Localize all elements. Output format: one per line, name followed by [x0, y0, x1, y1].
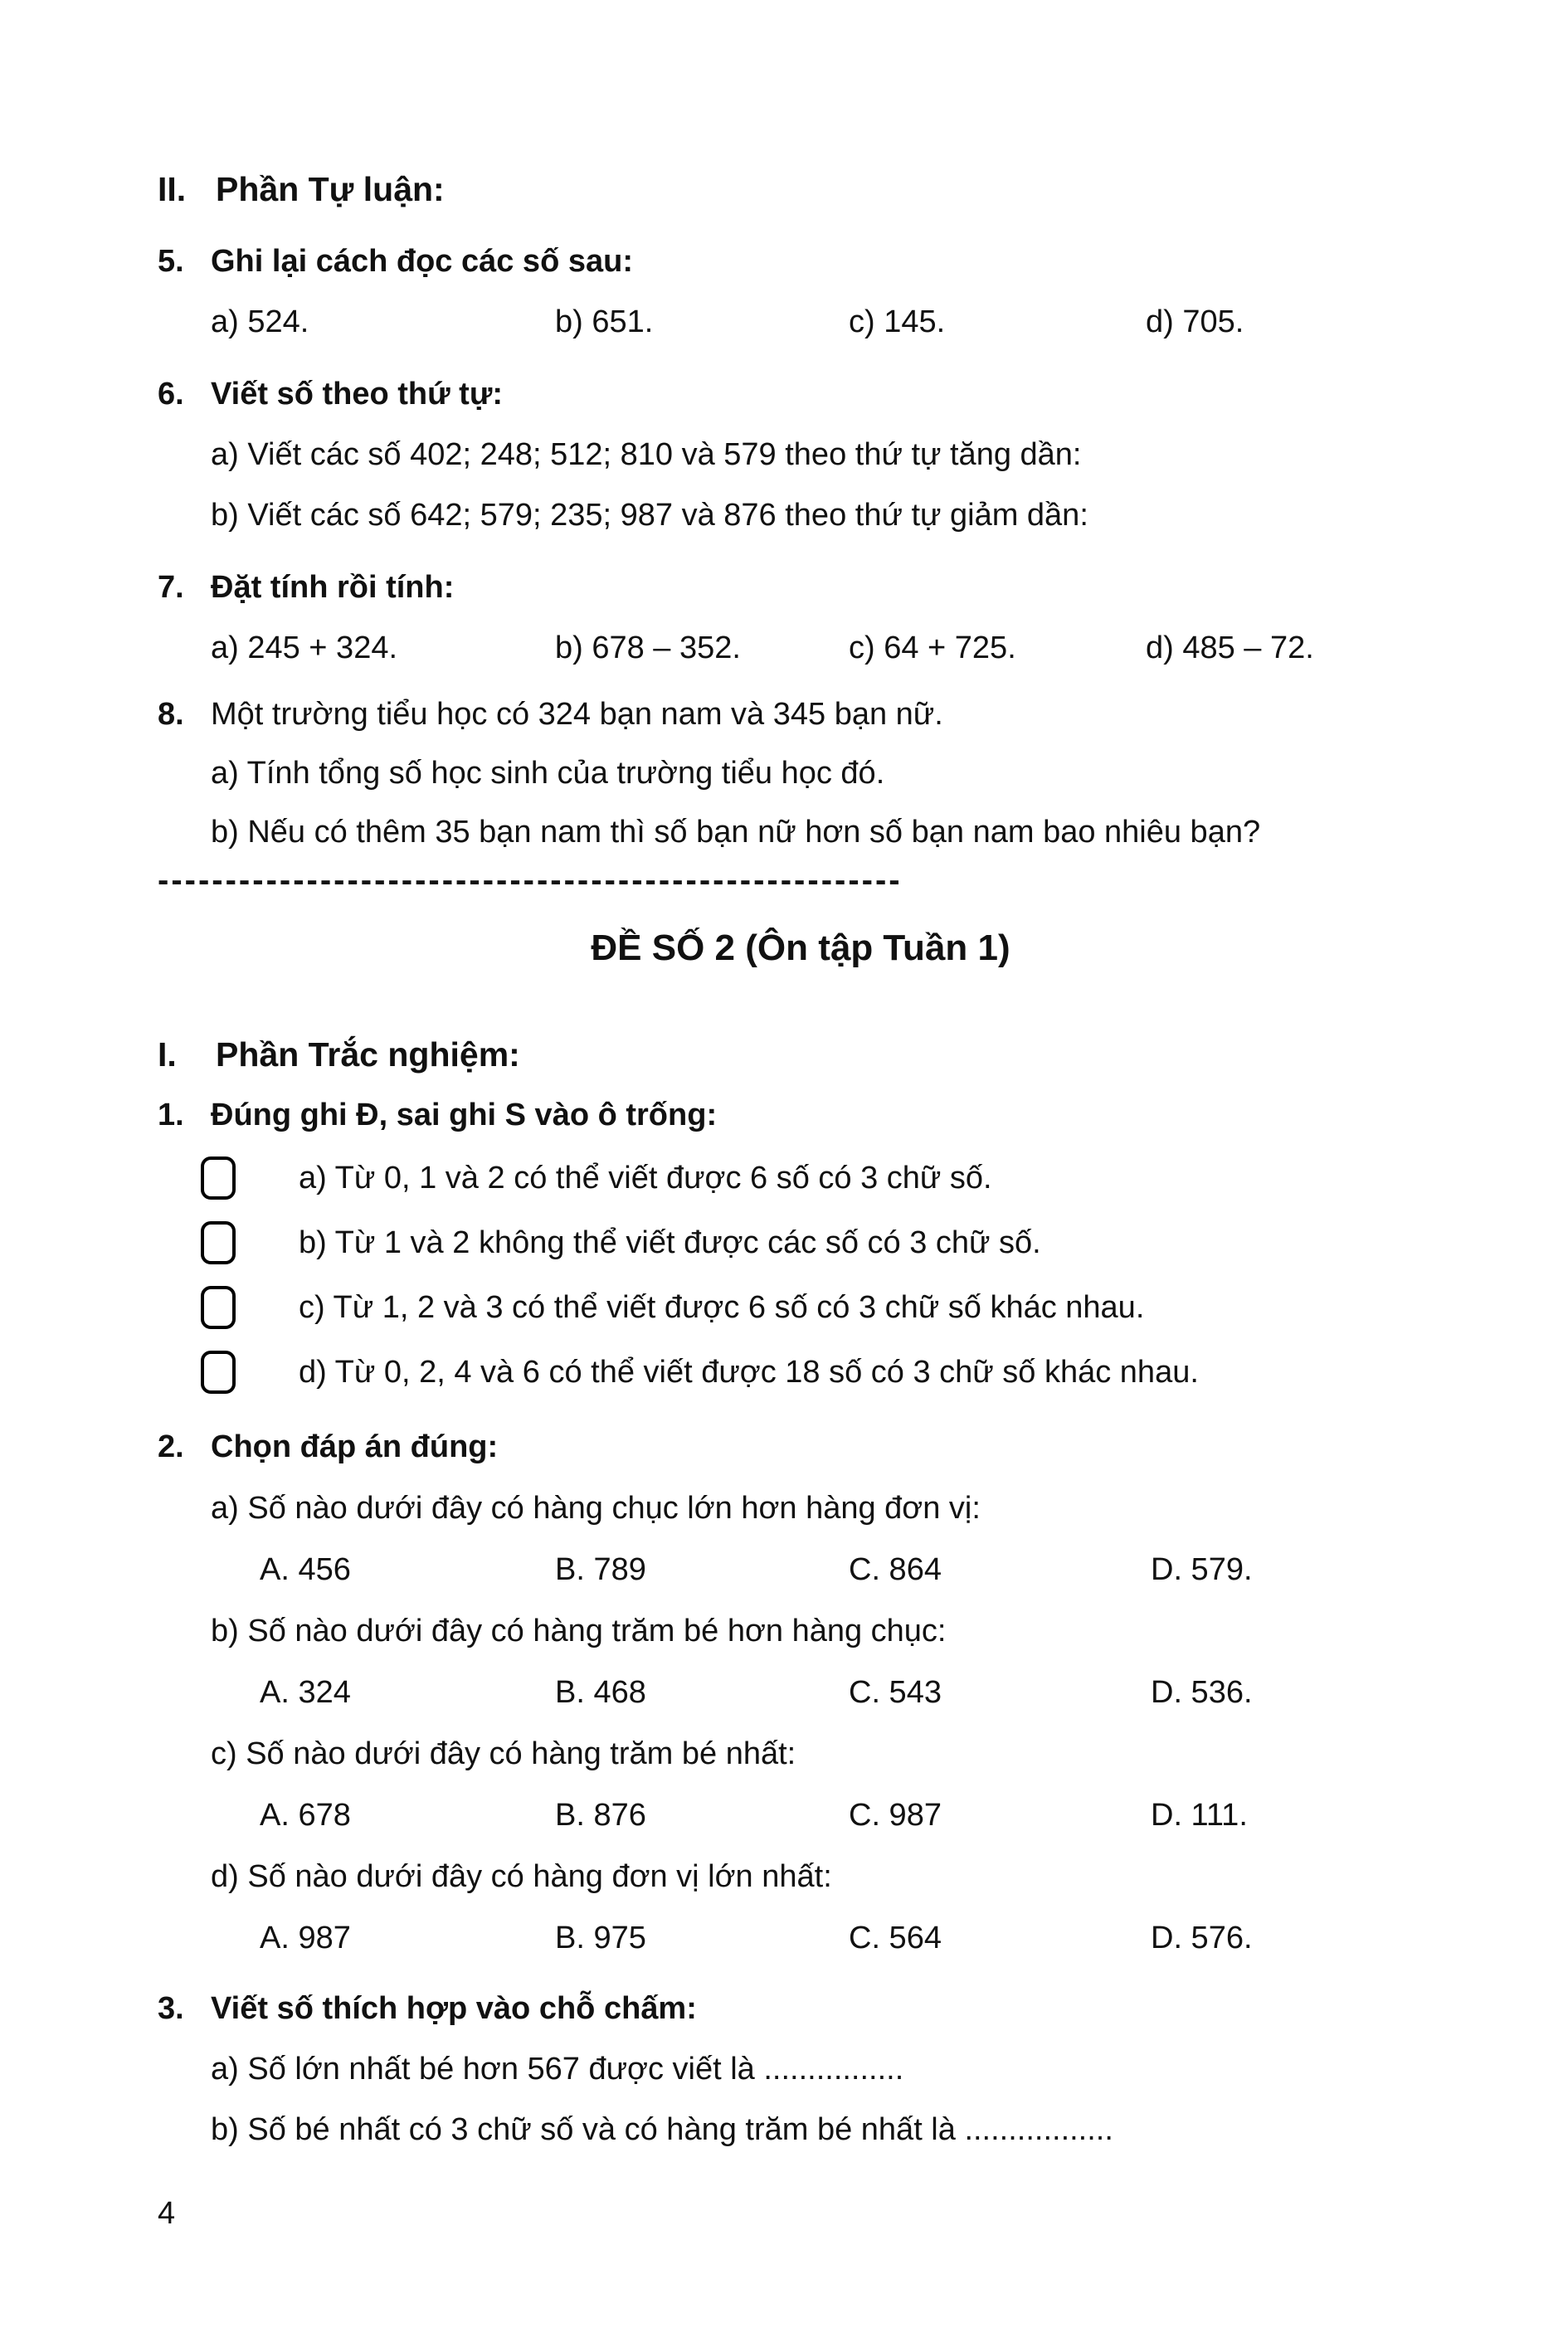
question-1 — [158, 1085, 1444, 1405]
question-2c-prompt: c) Số nào dưới đây có hàng trăm bé nhất: — [211, 1736, 796, 1771]
question-2c-choice-B: B. 876 — [555, 1798, 646, 1833]
question-5-option-d: d) 705. — [1146, 304, 1244, 339]
question-2a-prompt: a) Số nào dưới đây có hàng chục lớn hơn hàng đơn vị: — [211, 1491, 981, 1526]
question-6-number: 6. — [158, 377, 184, 411]
question-7-option-b: b) 678 – 352. — [555, 631, 741, 665]
question-3-stem: Viết số thích hợp vào chỗ chấm: — [211, 1991, 697, 2026]
section-heading-essay — [158, 159, 1444, 220]
question-2b-choice-D: D. 536. — [1151, 1675, 1253, 1710]
question-8-line-b: b) Nếu có thêm 35 bạn nam thì số bạn nữ hơn số bạn nam bao nhiêu bạn? — [211, 815, 1261, 850]
answer-checkbox-d[interactable] — [201, 1351, 236, 1394]
question-1-number: 1. — [158, 1098, 184, 1132]
question-5-number: 5. — [158, 244, 184, 279]
question-7-number: 7. — [158, 570, 184, 605]
section-heading-essay-number: II. — [158, 170, 187, 208]
question-7-option-d: d) 485 – 72. — [1146, 631, 1314, 665]
question-2c-choice-C: C. 987 — [849, 1798, 942, 1833]
section-heading-mc-title: Phần Trắc nghiệm: — [216, 1035, 520, 1074]
question-3-stem-row — [158, 1979, 1444, 2039]
question-7 — [158, 558, 1444, 679]
question-6 — [158, 364, 1444, 546]
question-5-stem-row — [158, 231, 1444, 292]
true-false-item-b — [158, 1210, 1444, 1275]
question-2 — [158, 1416, 1444, 1969]
question-2c-choice-A: A. 678 — [260, 1798, 351, 1833]
section-heading-mc-number: I. — [158, 1035, 177, 1074]
question-3-line-b: b) Số bé nhất có 3 chữ số và có hàng trăm bé nhất là ................. — [211, 2112, 1113, 2147]
question-3-number: 3. — [158, 1991, 184, 2026]
question-2b-choice-B: B. 468 — [555, 1675, 646, 1710]
question-5-option-c: c) 145. — [849, 304, 946, 339]
answer-checkbox-a[interactable] — [201, 1157, 236, 1200]
true-false-statement-c: c) Từ 1, 2 và 3 có thể viết được 6 số có 3 chữ số khác nhau. — [299, 1289, 1145, 1325]
question-2a-choice-C: C. 864 — [849, 1552, 942, 1587]
question-7-option-a: a) 245 + 324. — [211, 631, 398, 665]
section-heading-mc — [158, 1025, 1444, 1085]
question-7-options-row — [211, 618, 1444, 679]
question-2b-choices — [260, 1662, 1444, 1723]
question-2d-choice-A: A. 987 — [260, 1921, 351, 1955]
question-1-stem-row — [158, 1085, 1444, 1146]
question-7-stem: Đặt tính rồi tính: — [211, 570, 455, 605]
question-2d-choice-B: B. 975 — [555, 1921, 646, 1955]
question-5-stem: Ghi lại cách đọc các số sau: — [211, 244, 633, 279]
true-false-item-c — [158, 1275, 1444, 1340]
question-2c-choices — [260, 1785, 1444, 1846]
answer-checkbox-b[interactable] — [201, 1221, 236, 1264]
question-2-stem: Chọn đáp án đúng: — [211, 1429, 499, 1464]
question-2-number: 2. — [158, 1429, 184, 1464]
question-2-stem-row — [158, 1416, 1444, 1478]
question-3-line-a: a) Số lớn nhất bé hơn 567 được viết là ................ — [211, 2052, 904, 2087]
question-2a-choice-B: B. 789 — [555, 1552, 646, 1587]
true-false-statement-a: a) Từ 0, 1 và 2 có thể viết được 6 số có 3 chữ số. — [299, 1160, 992, 1195]
true-false-statement-b: b) Từ 1 và 2 không thể viết được các số có 3 chữ số. — [299, 1225, 1041, 1260]
question-2a-choices — [260, 1539, 1444, 1600]
true-false-statement-d: d) Từ 0, 2, 4 và 6 có thể viết được 18 số có 3 chữ số khác nhau. — [299, 1354, 1199, 1390]
question-2d-prompt: d) Số nào dưới đây có hàng đơn vị lớn nhất: — [211, 1859, 832, 1894]
question-8-line-a: a) Tính tổng số học sinh của trường tiểu học đó. — [211, 756, 885, 791]
question-1-stem: Đúng ghi Đ, sai ghi S vào ô trống: — [211, 1098, 718, 1132]
question-8-number: 8. — [158, 697, 184, 732]
question-8-stem-row — [158, 685, 1444, 744]
question-2b-prompt: b) Số nào dưới đây có hàng trăm bé hơn hàng chục: — [211, 1614, 947, 1648]
question-2d-choice-C: C. 564 — [849, 1921, 942, 1955]
question-7-stem-row — [158, 558, 1444, 618]
answer-checkbox-c[interactable] — [201, 1286, 236, 1329]
question-5-option-a: a) 524. — [211, 304, 309, 339]
dashed-separator: ------------------------------------------------------- — [158, 862, 903, 898]
question-6-line-a: a) Viết các số 402; 248; 512; 810 và 579 theo thứ tự tăng dần: — [211, 437, 1082, 472]
question-6-stem-row — [158, 364, 1444, 425]
question-5 — [158, 231, 1444, 353]
question-8 — [158, 685, 1444, 862]
question-2b-choice-C: C. 543 — [849, 1675, 942, 1710]
question-2d-choices — [260, 1907, 1444, 1969]
question-6-line-b: b) Viết các số 642; 579; 235; 987 và 876 theo thứ tự giảm dần: — [211, 498, 1088, 533]
question-5-option-b: b) 651. — [555, 304, 654, 339]
page-number: 4 — [158, 2196, 176, 2231]
true-false-item-d — [158, 1340, 1444, 1405]
question-6-stem: Viết số theo thứ tự: — [211, 377, 504, 411]
question-3 — [158, 1979, 1444, 2160]
question-2b-choice-A: A. 324 — [260, 1675, 351, 1710]
question-8-stem: Một trường tiểu học có 324 bạn nam và 345 bạn nữ. — [211, 697, 943, 732]
question-2a-choice-D: D. 579. — [1151, 1552, 1253, 1587]
question-2a-choice-A: A. 456 — [260, 1552, 351, 1587]
question-2d-choice-D: D. 576. — [1151, 1921, 1253, 1955]
true-false-item-a — [158, 1146, 1444, 1210]
exam-2-title: ĐỀ SỐ 2 (Ôn tập Tuần 1) — [591, 928, 1010, 968]
question-7-option-c: c) 64 + 725. — [849, 631, 1016, 665]
section-heading-essay-title: Phần Tự luận: — [216, 170, 445, 208]
question-5-options-row — [211, 292, 1444, 353]
question-2c-choice-D: D. 111. — [1151, 1798, 1248, 1833]
